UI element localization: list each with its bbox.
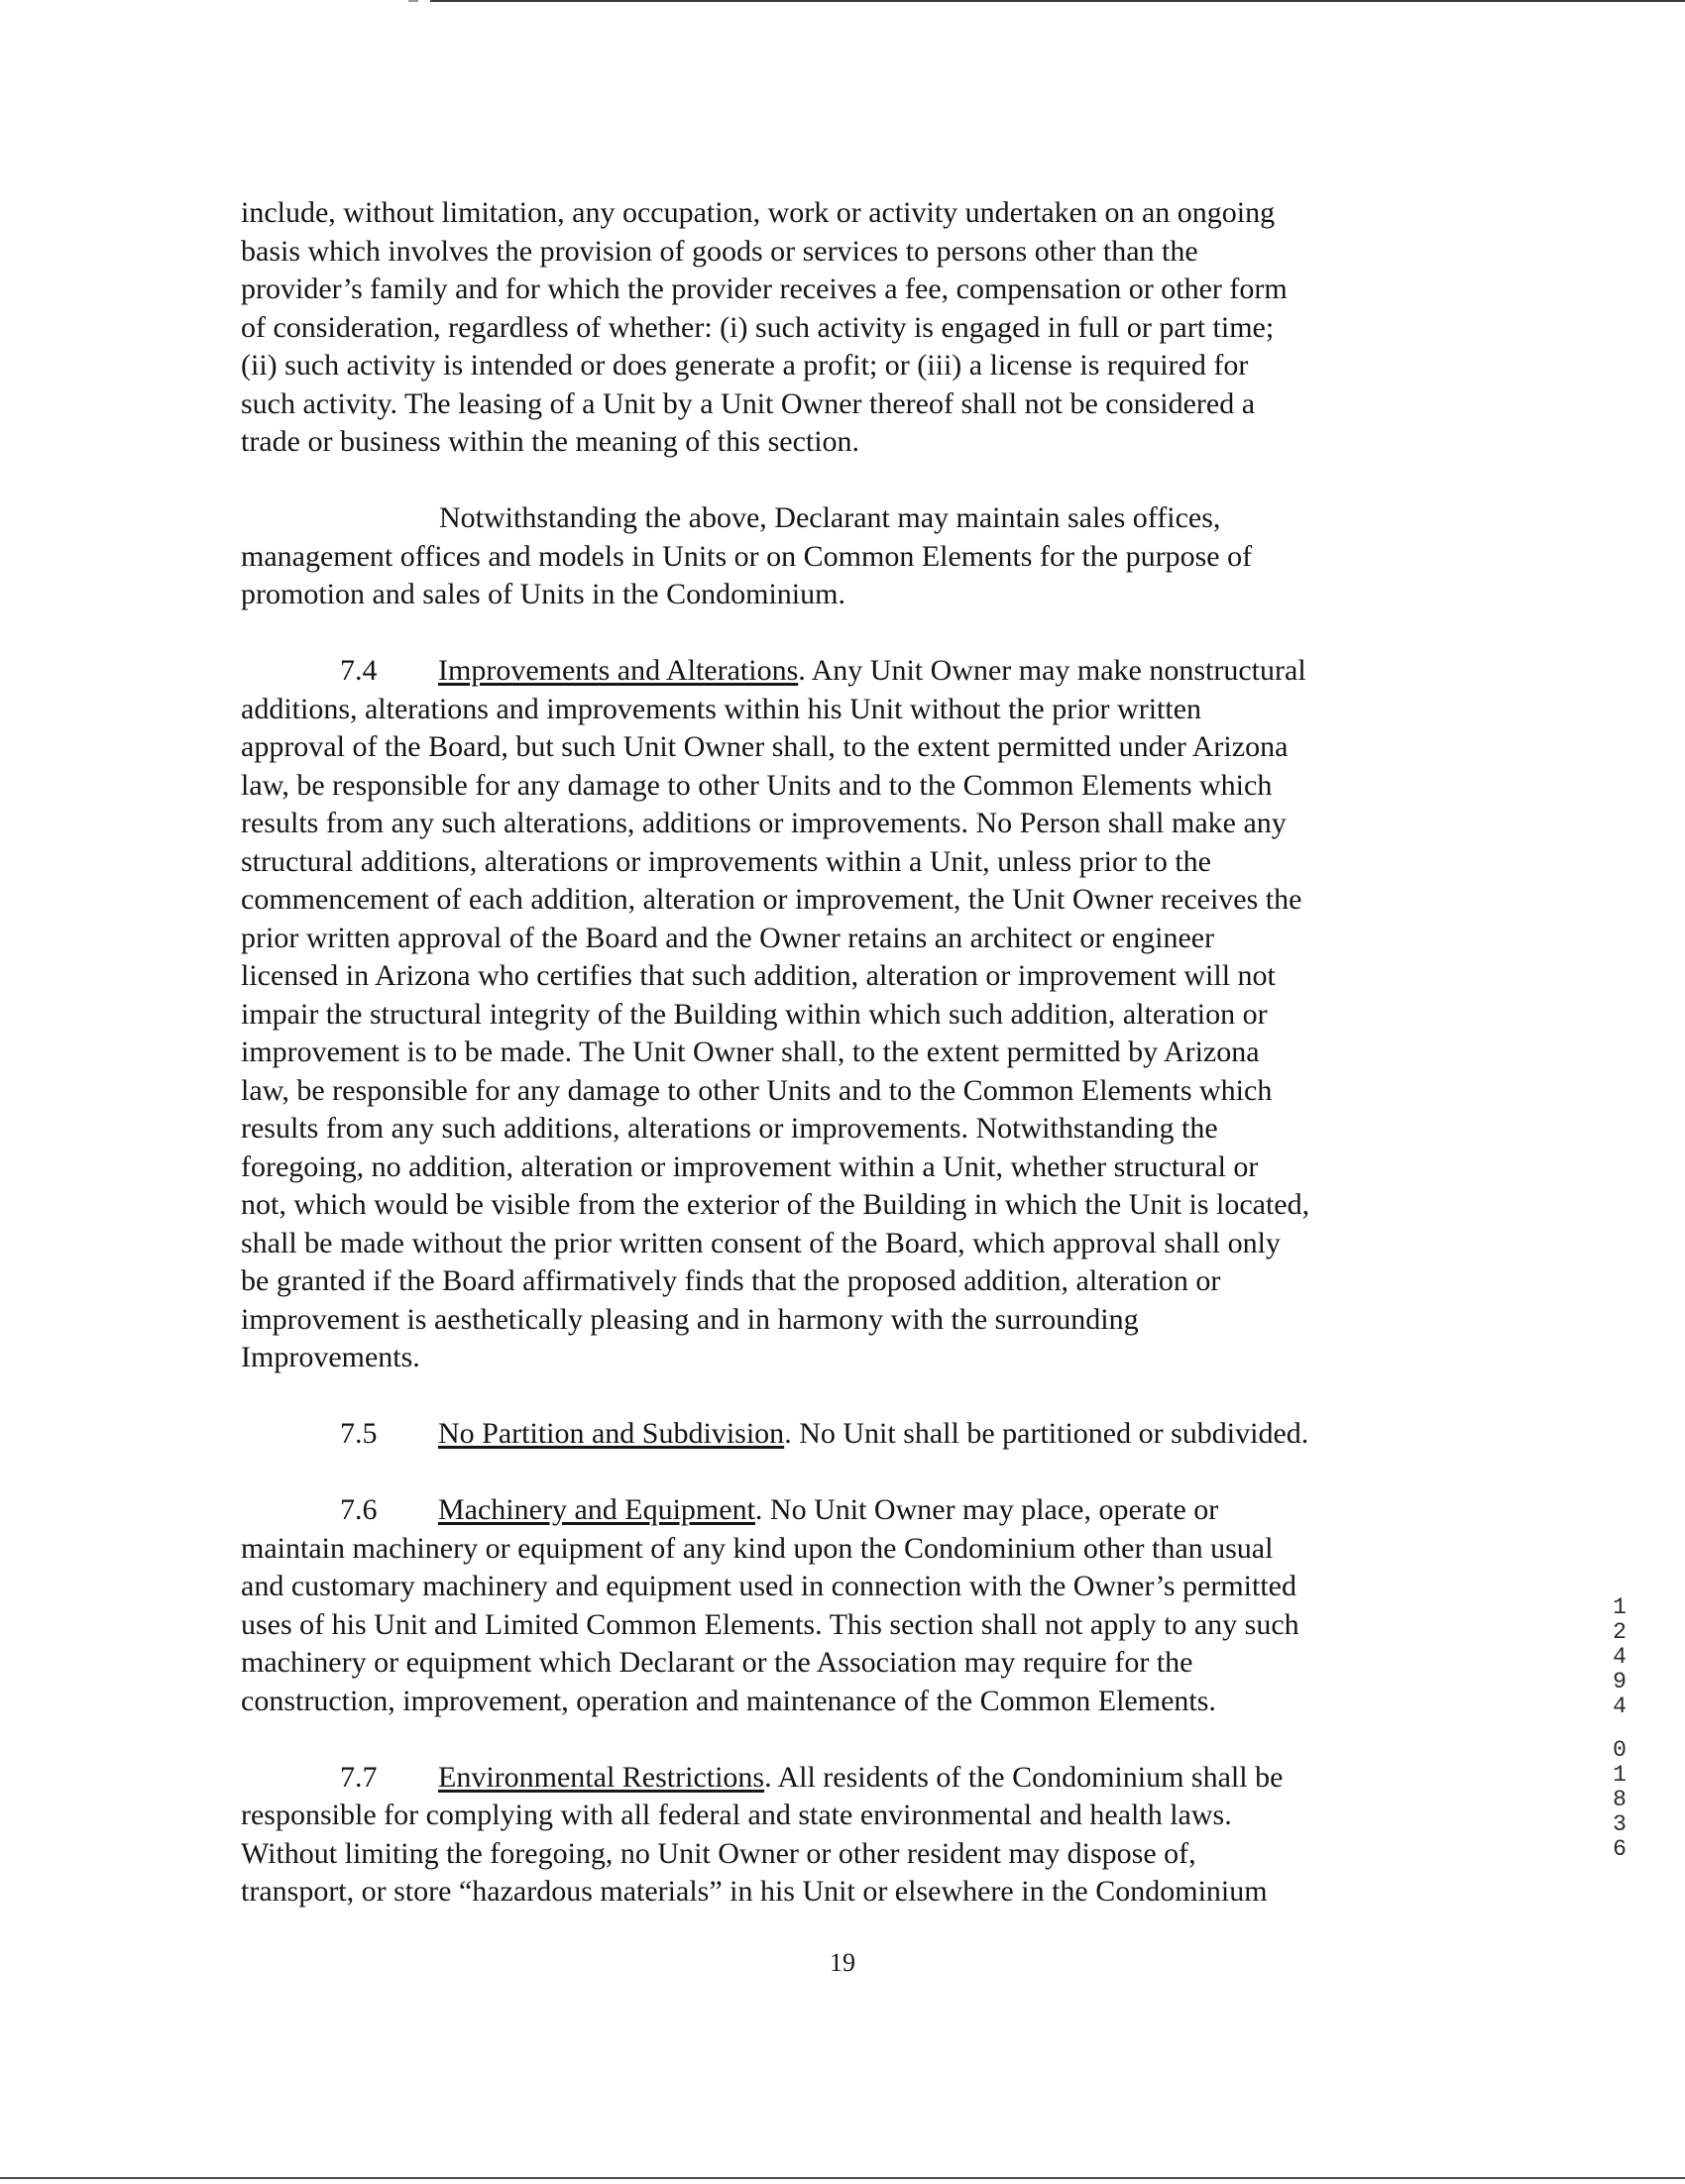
text-line: be granted if the Board affirmatively finds that the proposed addition, alteration or	[241, 1264, 1221, 1297]
text-line: management offices and models in Units or on Common Elements for the purpose of	[241, 539, 1253, 573]
document-body	[241, 194, 1435, 1949]
stamp-digit: 4	[1613, 1644, 1627, 1670]
text-line: improvement is aesthetically pleasing and in harmony with the surrounding	[241, 1302, 1139, 1336]
text-line: include, without limitation, any occupation, work or activity undertaken on an ongoing	[241, 196, 1276, 229]
text-line: results from any such alterations, additions or improvements. No Person shall make any	[241, 807, 1287, 839]
text-line: foregoing, no addition, alteration or improvement within a Unit, whether structural or	[241, 1149, 1259, 1183]
text-line: Notwithstanding the above, Declarant may maintain sales offices,	[439, 501, 1221, 534]
section-first-line	[241, 652, 1435, 691]
top-border-line	[430, 0, 1685, 2]
text-line: impair the structural integrity of the Building within which such addition, alteration or	[241, 997, 1268, 1031]
text-line: responsible for complying with all federal and state environmental and health laws.	[241, 1799, 1232, 1831]
text-line: construction, improvement, operation and maintenance of the Common Elements.	[241, 1684, 1216, 1717]
section-first-line	[241, 1415, 1435, 1454]
text-line: Without limiting the foregoing, no Unit Owner or other resident may dispose of,	[241, 1836, 1196, 1870]
stamp-digit: 4	[1613, 1693, 1627, 1719]
text-line: law, be responsible for any damage to other Units and to the Common Elements which	[241, 1073, 1273, 1107]
text-line: basis which involves the provision of goods or services to persons other than the	[241, 234, 1198, 268]
scan-mark	[408, 0, 418, 2]
text-line: approval of the Board, but such Unit Owner shall, to the extent permitted under Arizona	[241, 730, 1289, 763]
section-7-6	[241, 1491, 1435, 1720]
text-line: machinery or equipment which Declarant or the Association may require for the	[241, 1646, 1193, 1679]
stamp-digit: 3	[1613, 1811, 1627, 1837]
section-7-5	[241, 1415, 1435, 1454]
section-number: 7.4	[340, 654, 378, 687]
text-line: law, be responsible for any damage to other Units and to the Common Elements which	[241, 768, 1273, 802]
text-line: Improvements.	[241, 1341, 420, 1373]
text-line: trade or business within the meaning of this section.	[241, 425, 860, 458]
paragraph-notwithstanding	[241, 499, 1435, 614]
text-line: provider’s family and for which the provider receives a fee, compensation or other form	[241, 273, 1288, 305]
text-line: transport, or store “hazardous materials” in his Unit or elsewhere in the Condominium	[241, 1875, 1268, 1908]
text-line: shall be made without the prior written consent of the Board, which approval shall only	[241, 1226, 1281, 1259]
section-first-line-text: . No Unit shall be partitioned or subdivided.	[784, 1417, 1309, 1450]
text-line: licensed in Arizona who certifies that such addition, alteration or improvement will not	[241, 959, 1276, 992]
stamp-digit: 9	[1613, 1669, 1627, 1694]
stamp-gap	[1608, 1719, 1631, 1738]
section-first-line	[241, 1759, 1435, 1798]
stamp-digit: 8	[1613, 1787, 1627, 1812]
section-first-line	[241, 1491, 1435, 1530]
paragraph-continued	[241, 194, 1435, 462]
section-number: 7.7	[340, 1760, 378, 1794]
text-line: and customary machinery and equipment used in connection with the Owner’s permitted	[241, 1570, 1296, 1602]
section-heading: Machinery and Equipment	[438, 1493, 755, 1526]
section-7-7	[241, 1759, 1435, 1911]
text-line: promotion and sales of Units in the Condominium.	[241, 578, 845, 610]
section-first-line-text: . All residents of the Condominium shall be	[764, 1760, 1284, 1794]
stamp-digit: 0	[1613, 1737, 1627, 1763]
section-number: 7.5	[340, 1417, 378, 1450]
section-heading: No Partition and Subdivision	[438, 1417, 785, 1450]
text-line: such activity. The leasing of a Unit by a Unit Owner thereof shall not be considered a	[241, 386, 1256, 420]
text-line: maintain machinery or equipment of any kind upon the Condominium other than usual	[241, 1531, 1274, 1565]
section-heading: Environmental Restrictions	[438, 1760, 765, 1794]
text-line: not, which would be visible from the exterior of the Building in which the Unit is located,	[241, 1188, 1310, 1221]
text-line: of consideration, regardless of whether: (i) such activity is engaged in full or part time;	[241, 310, 1275, 344]
text-line: additions, alterations and improvements within his Unit without the prior written	[241, 692, 1202, 725]
text-line: (ii) such activity is intended or does generate a profit; or (iii) a license is required for	[241, 349, 1249, 382]
stamp-digit: 1	[1613, 1762, 1627, 1788]
text-line: structural additions, alterations or improvements within a Unit, unless prior to the	[241, 844, 1211, 878]
text-line: commencement of each addition, alteration or improvement, the Unit Owner receives the	[241, 883, 1302, 916]
section-7-4	[241, 652, 1435, 1377]
stamp-digit: 6	[1613, 1836, 1627, 1862]
section-first-line-text: . No Unit Owner may place, operate or	[754, 1493, 1219, 1526]
recording-stamp	[1608, 1595, 1631, 1862]
section-first-line-text: . Any Unit Owner may make nonstructural	[798, 654, 1306, 687]
section-heading: Improvements and Alterations	[438, 654, 799, 687]
text-line: improvement is to be made. The Unit Owner shall, to the extent permitted by Arizona	[241, 1036, 1260, 1068]
stamp-digit: 2	[1613, 1619, 1627, 1645]
stamp-digit: 1	[1613, 1594, 1627, 1620]
text-line: prior written approval of the Board and the Owner retains an architect or engineer	[241, 921, 1215, 954]
page-number: 19	[830, 1948, 855, 1977]
bottom-border-line	[0, 2177, 1685, 2179]
section-number: 7.6	[340, 1493, 378, 1526]
text-line: uses of his Unit and Limited Common Elements. This section shall not apply to any such	[241, 1607, 1299, 1641]
text-line: results from any such additions, alterations or improvements. Notwithstanding the	[241, 1112, 1218, 1145]
